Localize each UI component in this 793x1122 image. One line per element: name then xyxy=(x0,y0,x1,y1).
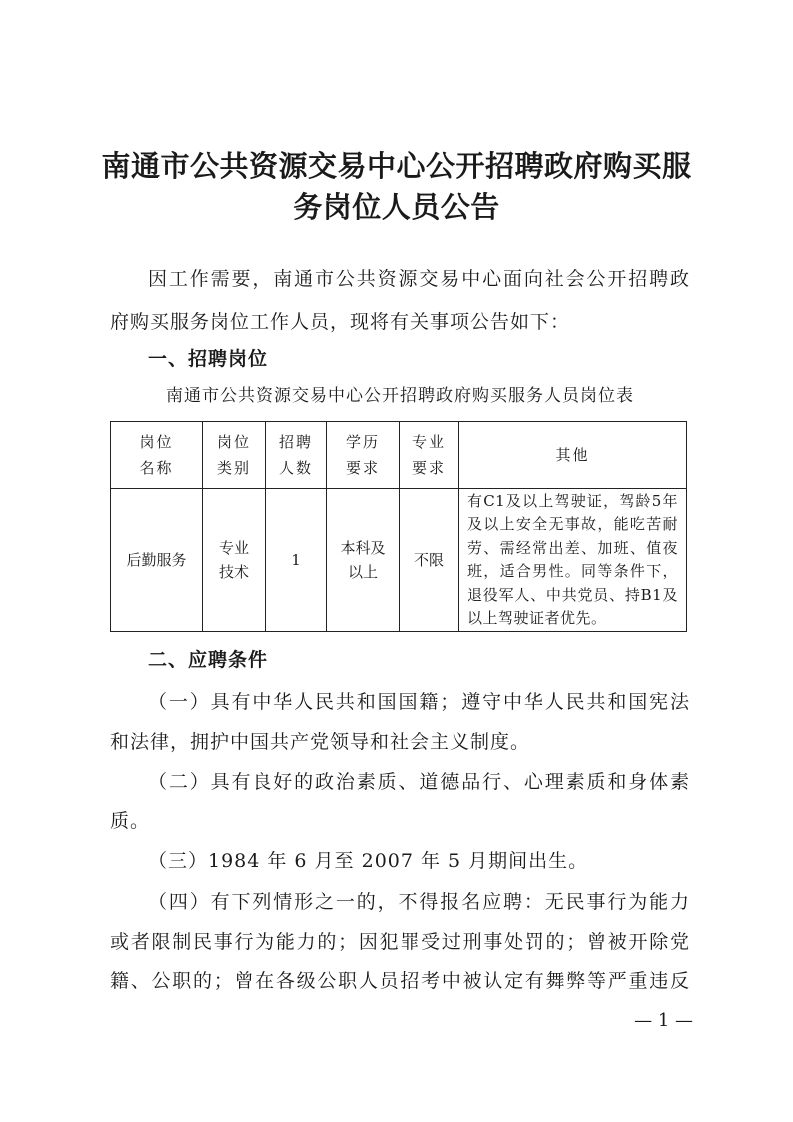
section-heading-conditions: 二、应聘条件 xyxy=(148,649,269,671)
condition-1-line-2: 和法律，拥护中国共产党领导和社会主义制度。 xyxy=(110,731,531,753)
condition-3: （三）1984 年 6 月至 2007 年 5 月期间出生。 xyxy=(148,850,589,872)
condition-4-line-3: 籍、公职的；曾在各级公职人员招考中被认定有舞弊等严重违反 xyxy=(110,970,690,992)
condition-4-line-2: 或者限制民事行为能力的；因犯罪受过刑事处罚的；曾被开除党 xyxy=(110,931,690,953)
page-number: — 1 — xyxy=(634,1010,693,1031)
table-caption: 南通市公共资源交易中心公开招聘政府购买服务人员岗位表 xyxy=(166,386,634,406)
document-title-line-1: 南通市公共资源交易中心公开招聘政府购买服 xyxy=(101,149,692,183)
header-major-requirement: 专业要求 xyxy=(400,422,459,489)
cell-education-requirement: 本科及以上 xyxy=(327,489,400,632)
condition-1-line-1: （一）具有中华人民共和国国籍；遵守中华人民共和国宪法 xyxy=(148,691,690,713)
intro-paragraph-line-1: 因工作需要，南通市公共资源交易中心面向社会公开招聘政 xyxy=(148,268,690,290)
header-hiring-count: 招聘人数 xyxy=(266,422,327,489)
positions-table xyxy=(110,421,687,632)
header-education-requirement: 学历要求 xyxy=(327,422,400,489)
intro-paragraph-line-2: 府购买服务岗位工作人员，现将有关事项公告如下： xyxy=(110,311,571,333)
table-row xyxy=(111,489,687,632)
cell-major-requirement: 不限 xyxy=(400,489,459,632)
condition-2-line-2: 质。 xyxy=(110,810,151,832)
table-header-row xyxy=(111,422,687,489)
header-other: 其他 xyxy=(459,422,687,489)
condition-4-line-1: （四）有下列情形之一的，不得报名应聘：无民事行为能力 xyxy=(148,891,690,913)
header-position-category: 岗位类别 xyxy=(203,422,266,489)
section-heading-positions: 一、招聘岗位 xyxy=(148,348,269,370)
cell-other-requirements: 有C1及以上驾驶证，驾龄5年及以上安全无事故，能吃苦耐劳、需经常出差、加班、值夜班，适合男性。同等条件下，退役军人、中共党员、持B1及以上驾驶证者优先。 xyxy=(459,489,687,632)
cell-position-name: 后勤服务 xyxy=(111,489,203,632)
cell-hiring-count: 1 xyxy=(266,489,327,632)
condition-2-line-1: （二）具有良好的政治素质、道德品行、心理素质和身体素 xyxy=(148,771,690,793)
cell-position-category: 专业技术 xyxy=(203,489,266,632)
document-title-line-2: 务岗位人员公告 xyxy=(293,190,500,224)
header-position-name: 岗位名称 xyxy=(111,422,203,489)
